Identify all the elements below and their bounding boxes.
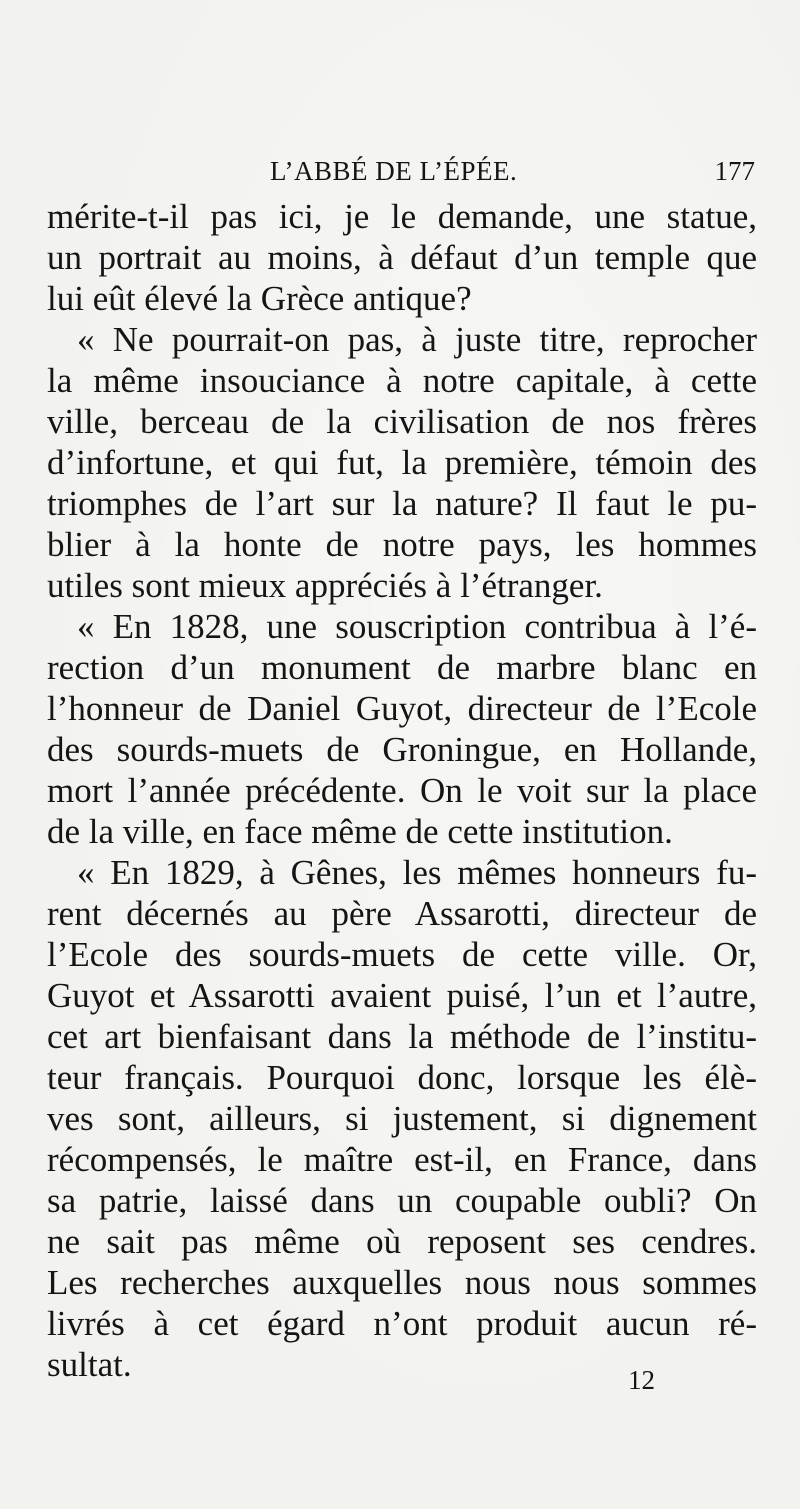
- page-number: 177: [714, 156, 755, 186]
- text-line: d’infortune, et qui fut, la première, témoin des: [47, 443, 757, 482]
- text-line: récompensés, le maître est-il, en France, dans: [47, 1140, 757, 1179]
- text-line: Guyot et Assarotti avaient puisé, l’un et l’autre,: [47, 976, 757, 1015]
- text-line: ves sont, ailleurs, si justement, si dignement: [47, 1099, 757, 1138]
- text-line: « En 1829, à Gênes, les mêmes honneurs fu-: [77, 853, 757, 892]
- text-line: lui eût élevé la Grèce antique?: [47, 279, 472, 318]
- text-line: triomphes de l’art sur la nature? Il faut le pu-: [47, 484, 757, 523]
- text-line: rection d’un monument de marbre blanc en: [47, 648, 757, 687]
- text-line: livrés à cet égard n’ont produit aucun ré-: [47, 1304, 757, 1343]
- text-line: cet art bienfaisant dans la méthode de l’institu-: [47, 1017, 757, 1056]
- text-line: mérite-t-il pas ici, je le demande, une statue,: [47, 197, 757, 236]
- text-line: « Ne pourrait-on pas, à juste titre, reprocher: [77, 320, 757, 359]
- running-title: L’ABBÉ DE L’ÉPÉE.: [270, 156, 518, 186]
- text-line: ville, berceau de la civilisation de nos frères: [47, 402, 757, 441]
- text-line: blier à la honte de notre pays, les hommes: [47, 525, 757, 564]
- signature-mark: 12: [628, 1365, 655, 1395]
- text-line: de la ville, en face même de cette institution.: [47, 812, 673, 851]
- text-line: ne sait pas même où reposent ses cendres.: [47, 1222, 757, 1261]
- text-line: rent décernés au père Assarotti, directeur de: [47, 894, 757, 933]
- text-line: Les recherches auxquelles nous nous sommes: [47, 1263, 757, 1302]
- text-line: teur français. Pourquoi donc, lorsque les élè-: [47, 1058, 757, 1097]
- text-line: sultat.: [47, 1345, 132, 1384]
- body-text: [47, 196, 757, 1385]
- text-line: l’honneur de Daniel Guyot, directeur de l’Ecole: [47, 689, 757, 728]
- text-line: utiles sont mieux appréciés à l’étranger.: [47, 566, 603, 605]
- text-line: sa patrie, laissé dans un coupable oubli? On: [47, 1181, 757, 1220]
- text-line: des sourds-muets de Groningue, en Hollande,: [47, 730, 757, 769]
- running-head: [40, 156, 760, 196]
- text-line: la même insouciance à notre capitale, à cette: [47, 361, 757, 400]
- text-line: « En 1828, une souscription contribua à l’é-: [77, 607, 757, 646]
- text-line: l’Ecole des sourds-muets de cette ville. Or,: [47, 935, 757, 974]
- text-line: mort l’année précédente. On le voit sur la place: [47, 771, 757, 810]
- text-line: un portrait au moins, à défaut d’un temple que: [47, 238, 757, 277]
